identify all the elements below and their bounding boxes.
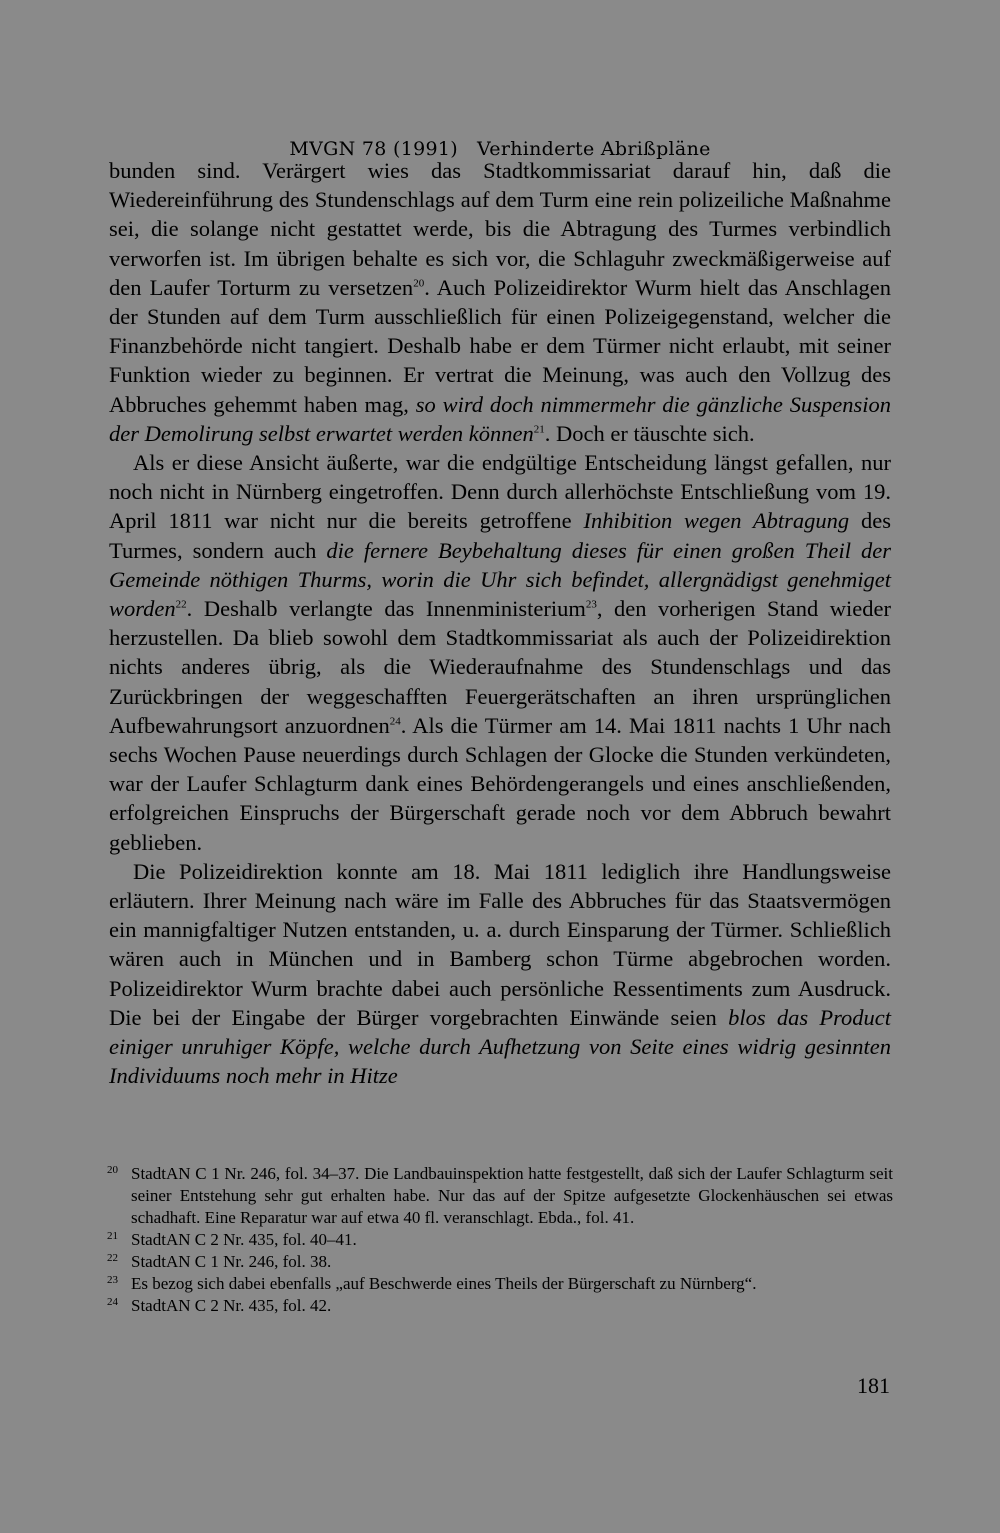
quotation: so wird doch nimmermehr die gänzliche Suspension der Demolirung selbst erwartet werden können (109, 391, 891, 446)
body-text (109, 156, 891, 1091)
page-number: 181 (857, 1373, 890, 1398)
footnotes (107, 1163, 893, 1317)
footnote-number: 22 (107, 1252, 118, 1264)
journal-reference: MVGN 78 (1991) (289, 138, 458, 160)
quotation: die fernere Beybehaltung dieses für einen großen Theil der Gemeinde nöthigen Thurms, worin die Uhr sich befindet, allergnädigst genehmiget worden (109, 537, 892, 622)
footnote-reference: 23 (585, 598, 597, 611)
footnote-text: StadtAN C 2 Nr. 435, fol. 40–41. (131, 1230, 357, 1249)
footnote-number: 20 (107, 1164, 118, 1176)
footnote-reference: 24 (389, 715, 401, 728)
text-segment: des Turmes, sondern auch (109, 508, 891, 563)
text-segment: . Als die Türmer am 14. Mai 1811 nachts 1 Uhr nach sechs Wochen Pause neuerdings durch Schlagen der Glocke die Stunden verkündeten, war der Laufer Schlagturm dank eines Behördengerangels und eines anschließenden, erfolgreichen Einspruchs der Bürgerschaft gerade noch vor dem Abbruch bewahrt geblieben. (109, 712, 891, 855)
text-segment: . Deshalb verlangte das Innenministerium (186, 596, 586, 622)
footnote-text: Es bezog sich dabei ebenfalls „auf Beschwerde eines Theils der Bürgerschaft zu Nürnberg“. (131, 1274, 757, 1293)
footnote-reference: 21 (533, 423, 545, 436)
footnote-reference: 20 (413, 277, 425, 290)
body-paragraph (109, 156, 891, 448)
quotation: blos das Product einiger unruhiger Köpfe, welche durch Aufhetzung von Seite eines widrig gesinnten Individuums noch mehr in Hitze (109, 1004, 892, 1089)
text-segment: . Auch Polizeidirektor Wurm hielt das Anschlagen der Stunden auf dem Turm ausschließlich für einen Polizeigegenstand, welcher die Finanzbehörde nicht tangiert. Deshalb habe er dem Türmer nicht erlaubt, mit seiner Funktion wieder zu beginnen. Er vertrat die Meinung, was auch den Vollzug des Abbruches gehemmt haben mag, (109, 274, 891, 417)
footnote (107, 1163, 893, 1229)
footnote-reference: 22 (175, 598, 187, 611)
article-short-title: Verhinderte Abrißpläne (477, 138, 711, 160)
quotation: Inhibition wegen Abtragung (583, 508, 850, 534)
text-segment: bunden sind. Verärgert wies das Stadtkommissariat darauf hin, daß die Wiedereinführung des Stundenschlags auf dem Turm eine rein polizeiliche Maßnahme sei, die solange nicht gestattet werde, bis die Abtragung des Turmes verbindlich verworfen ist. Im übrigen behalte es sich vor, die Schlaguhr zweckmäßigerweise auf den Laufer Torturm zu versetzen (109, 158, 891, 300)
text-segment: Die Polizeidirektion konnte am 18. Mai 1811 lediglich ihre Handlungsweise erläutern. Ihrer Meinung nach wäre im Falle des Abbruches für das Staatsvermögen ein mannigfaltiger Nutzen entstanden, u. a. durch Einsparung der Türmer. Schließlich wären auch in München und in Bamberg schon Türme abgebrochen worden. Polizeidirektor Wurm brachte dabei auch persönliche Ressentiments zum Ausdruck. Die bei der Eingabe der Bürger vorgebrachten Einwände seien (109, 858, 891, 1030)
footnote (107, 1251, 893, 1273)
text-segment: Als er diese Ansicht äußerte, war die endgültige Entscheidung längst gefallen, nur noch nicht in Nürnberg eingetroffen. Denn durch allerhöchste Entschließung vom 19. April 1811 war nicht nur die bereits getroffene (109, 450, 891, 534)
text-segment: , den vorherigen Stand wieder herzustellen. Da blieb sowohl dem Stadtkommissariat als auch der Polizeidirektion nichts anderes übrig, als die Wiederaufnahme des Stundenschlags und das Zurückbringen der weggeschafften Feuergerätschaften an ihren ursprünglichen Aufbewahrungsort anzuordnen (109, 596, 891, 738)
footnote (107, 1273, 893, 1295)
footnote-number: 21 (107, 1230, 118, 1242)
footnote (107, 1229, 893, 1251)
footnote-text: StadtAN C 2 Nr. 435, fol. 42. (131, 1296, 332, 1315)
footnote-number: 24 (107, 1296, 118, 1308)
text-segment: . Doch er täuschte sich. (544, 420, 755, 446)
body-paragraph (109, 448, 891, 857)
footnote-text: StadtAN C 1 Nr. 246, fol. 38. (131, 1252, 332, 1271)
footnote (107, 1295, 893, 1317)
body-paragraph (109, 857, 891, 1091)
footnote-text: StadtAN C 1 Nr. 246, fol. 34–37. Die Landbauinspektion hatte festgestellt, daß sich der Laufer Schlagturm seit seiner Entstehung sehr gut erhalten habe. Nur das auf der Spitze aufgesetzte Glockenhäuschen sei etwas schadhaft. Eine Reparatur war auf etwa 40 fl. veranschlagt. Ebda., fol. 41. (131, 1164, 893, 1227)
footnote-number: 23 (107, 1274, 118, 1286)
